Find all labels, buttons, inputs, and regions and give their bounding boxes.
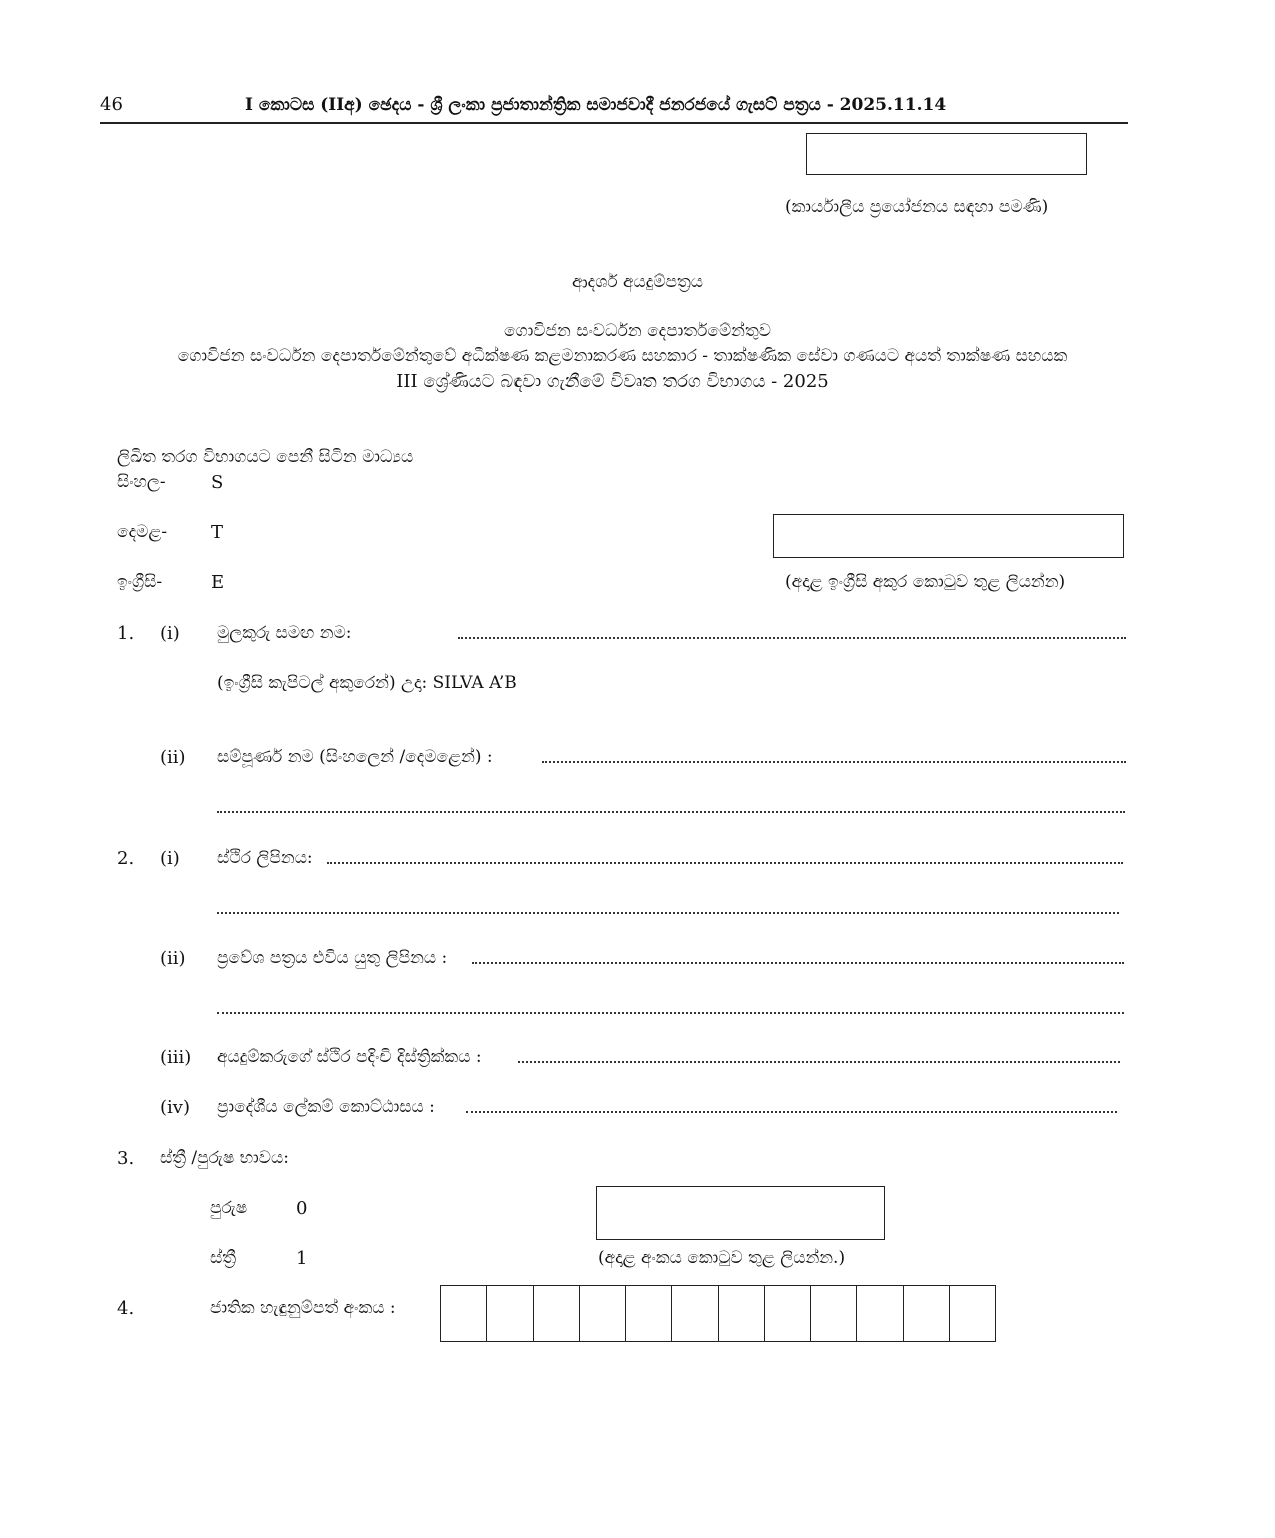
nic-digit-box[interactable]: [487, 1286, 533, 1341]
divisional-secretariat-field[interactable]: [466, 1111, 1117, 1113]
gender-male-code: 0: [296, 1198, 308, 1219]
nic-digit-box[interactable]: [719, 1286, 765, 1341]
gazette-header-title: I කොටස (IIඅ) ඡෙදය - ශ්‍රී ලංකා ප්‍රජාතාන්ත්‍රික සමාජවාදී ජනරජයේ ගැසට් පත්‍රය - 2025.11.14: [245, 95, 947, 115]
nic-digit-box[interactable]: [626, 1286, 672, 1341]
nic-digit-box[interactable]: [672, 1286, 718, 1341]
nic-digit-box[interactable]: [441, 1286, 487, 1341]
exam-title-line-1: ගොවිජන සංවර්ධන දෙපාර්තමේන්තුවේ අධීක්ෂණ කළමනාකරණ සහකාර - තාක්ෂණික සේවා ගණයට අයත් තාක්ෂණ සහයක: [177, 346, 1068, 366]
q1-ii-label: සම්පූර්ණ නම (සිංහලෙන් /දෙමළෙන්) :: [217, 747, 493, 767]
medium-box-hint: (අදාළ ඉංග්‍රීසි අකුර කොටුව තුළ ලියන්න): [785, 572, 1066, 592]
full-name-field-line-2[interactable]: [217, 811, 1125, 813]
district-field[interactable]: [518, 1061, 1120, 1063]
gender-box-hint: (අදාළ අංකය කොටුව තුළ ලියන්න.): [598, 1248, 846, 1268]
nic-digit-box[interactable]: [811, 1286, 857, 1341]
q1-i-marker: (i): [160, 623, 180, 644]
medium-label: ලිඛිත තරග විභාගයට පෙනී සිටින මාධ්‍යය: [117, 447, 414, 467]
medium-input-box[interactable]: [773, 514, 1124, 558]
medium-code-e: E: [211, 572, 225, 593]
nic-digit-box[interactable]: [580, 1286, 626, 1341]
gender-female-label: ස්ත්‍රී: [210, 1248, 237, 1268]
medium-option-sinhala: සිංහල-: [117, 472, 166, 492]
page-number: 46: [100, 94, 123, 115]
admission-address-line-2[interactable]: [217, 1012, 1124, 1014]
q1-ii-marker: (ii): [160, 747, 186, 768]
q1-i-hint: (ඉංග්‍රීසි කැපිටල් අකුරෙන්) උදා: SILVA A’B: [217, 673, 517, 693]
q2-iv-marker: (iv): [160, 1097, 190, 1118]
nic-digit-box[interactable]: [765, 1286, 811, 1341]
form-title: ආදර්ශ අයදුම්පත්‍රය: [571, 272, 704, 292]
nic-number-grid: [440, 1285, 996, 1342]
q2-ii-label: ප්‍රවේශ පත්‍රය එවිය යුතු ලිපිනය :: [217, 948, 448, 968]
exam-title-line-2: III ශ්‍රේණියට බඳවා ගැනීමේ විවෘත තරග විභාගය - 2025: [396, 371, 829, 392]
nic-digit-box[interactable]: [950, 1286, 995, 1341]
q2-iii-label: අයදුම්කරුගේ ස්ථිර පදිංචි දිස්ත්‍රික්කය :: [217, 1047, 482, 1067]
permanent-address-line-2[interactable]: [217, 912, 1119, 914]
permanent-address-line-1[interactable]: [327, 862, 1123, 864]
medium-code-s: S: [211, 472, 224, 493]
nic-digit-box[interactable]: [857, 1286, 903, 1341]
q1-i-label: මුලකුරු සමඟ නම:: [217, 623, 352, 643]
office-use-label: (කාර්යාලීය ප්‍රයෝජනය සඳහා පමණි): [785, 197, 1049, 217]
q4-label: ජාතික හැඳුනුම්පත් අංකය :: [210, 1298, 396, 1318]
q2-i-marker: (i): [160, 848, 180, 869]
office-use-box[interactable]: [806, 133, 1087, 175]
admission-address-line-1[interactable]: [472, 962, 1124, 964]
medium-option-english: ඉංග්‍රීසි-: [117, 572, 163, 592]
q2-number: 2.: [117, 848, 135, 869]
q3-number: 3.: [117, 1148, 135, 1169]
q2-i-label: ස්ථිර ලිපිනය:: [217, 848, 313, 868]
q2-iv-label: ප්‍රාදේශීය ලේකම් කොට්ඨාසය :: [217, 1097, 435, 1117]
gender-male-label: පුරුෂ: [210, 1198, 248, 1218]
initials-name-field[interactable]: [458, 637, 1126, 639]
q3-label: ස්ත්‍රී /පුරුෂ භාවය:: [160, 1148, 289, 1168]
q2-ii-marker: (ii): [160, 948, 186, 969]
q1-number: 1.: [117, 623, 135, 644]
full-name-field-line-1[interactable]: [542, 761, 1126, 763]
q4-number: 4.: [117, 1298, 135, 1319]
nic-digit-box[interactable]: [904, 1286, 950, 1341]
q2-iii-marker: (iii): [160, 1047, 192, 1068]
gender-input-box[interactable]: [596, 1186, 885, 1240]
nic-digit-box[interactable]: [534, 1286, 580, 1341]
header-rule: [100, 122, 1128, 124]
department-name: ගොවිජන සංවර්ධන දෙපාර්තමේන්තුව: [503, 321, 772, 341]
gender-female-code: 1: [296, 1248, 308, 1269]
medium-code-t: T: [211, 522, 224, 543]
medium-option-tamil: දෙමළ-: [117, 522, 168, 542]
